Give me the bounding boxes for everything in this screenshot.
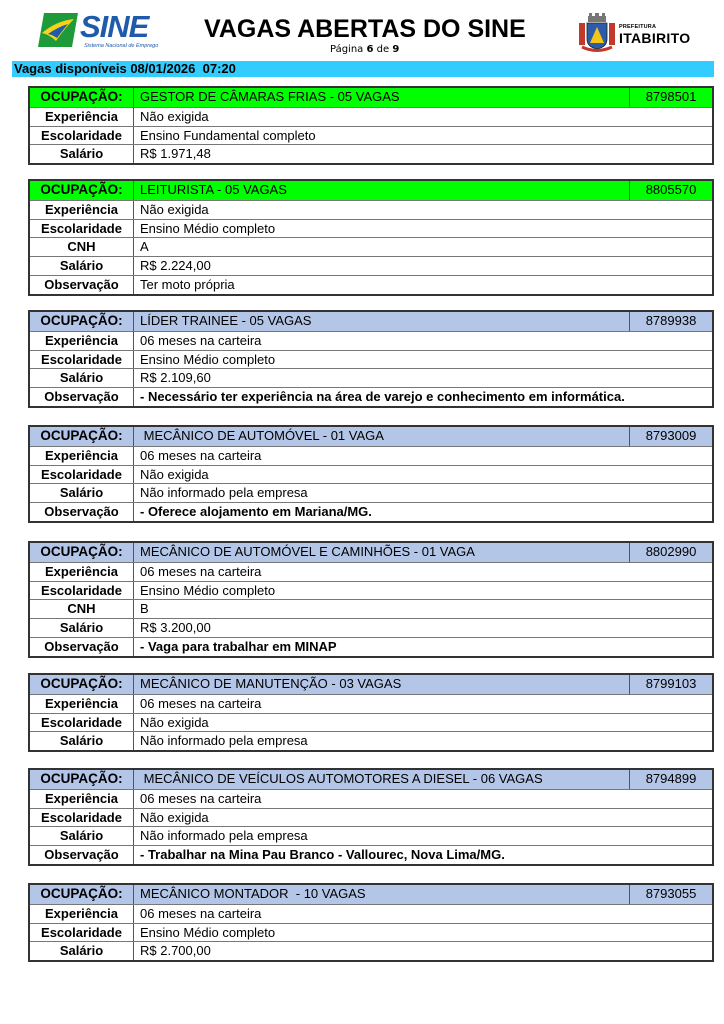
salary-label: Salário xyxy=(30,619,134,637)
salary-label: Salário xyxy=(30,732,134,750)
job-code: 8793055 xyxy=(629,885,712,904)
page-sep: de xyxy=(376,44,390,55)
observation-value: - Oferece alojamento em Mariana/MG. xyxy=(140,504,372,520)
job-header-row xyxy=(30,675,712,694)
occupation-label: OCUPAÇÃO: xyxy=(30,181,134,200)
itabirito-logo xyxy=(578,13,691,55)
coat-of-arms-icon xyxy=(578,13,616,53)
job-header-row xyxy=(30,312,712,331)
job-experience-row xyxy=(30,694,712,713)
availability-date-bar: Vagas disponíveis 08/01/2026 07:20 xyxy=(12,61,714,77)
job-title: MECÂNICO DE MANUTENÇÃO - 03 VAGAS xyxy=(140,676,402,691)
job-education-row xyxy=(30,808,712,827)
education-label: Escolaridade xyxy=(30,924,134,942)
job-salary-row xyxy=(30,731,712,750)
experience-value: 06 meses na carteira xyxy=(140,447,262,463)
sine-logo xyxy=(38,11,162,51)
job-salary-row xyxy=(30,618,712,637)
job-title: MECÂNICO DE AUTOMÓVEL - 01 VAGA xyxy=(140,428,384,443)
page-title: VAGAS ABERTAS DO SINE xyxy=(204,15,526,43)
job-salary-row xyxy=(30,144,712,163)
salary-value: Não informado pela empresa xyxy=(140,485,308,501)
salary-value: Não informado pela empresa xyxy=(140,828,308,844)
job-experience-row xyxy=(30,446,712,465)
page-indicator xyxy=(330,44,399,55)
job-table xyxy=(28,425,714,523)
education-value: Ensino Médio completo xyxy=(140,924,276,940)
job-salary-row xyxy=(30,483,712,502)
cnh-label: CNH xyxy=(30,238,134,256)
occupation-label: OCUPAÇÃO: xyxy=(30,312,134,331)
experience-value: 06 meses na carteira xyxy=(140,563,262,579)
occupation-label: OCUPAÇÃO: xyxy=(30,88,134,107)
job-education-row xyxy=(30,713,712,732)
job-observation-row xyxy=(30,845,712,864)
job-education-row xyxy=(30,923,712,942)
education-label: Escolaridade xyxy=(30,127,134,145)
education-value: Ensino Médio completo xyxy=(140,582,276,598)
experience-label: Experiência xyxy=(30,905,134,923)
observation-label: Observação xyxy=(30,388,134,406)
job-experience-row xyxy=(30,562,712,581)
salary-label: Salário xyxy=(30,369,134,387)
job-observation-row xyxy=(30,387,712,406)
sine-wordmark: SINE xyxy=(80,9,149,44)
education-value: Ensino Médio completo xyxy=(140,220,276,236)
job-table xyxy=(28,179,714,296)
job-code: 8794899 xyxy=(629,770,712,789)
salary-label: Salário xyxy=(30,942,134,960)
cnh-value: A xyxy=(140,239,149,255)
job-code: 8798501 xyxy=(629,88,712,107)
job-table xyxy=(28,86,714,165)
education-value: Não exigida xyxy=(140,714,209,730)
job-title: LÍDER TRAINEE - 05 VAGAS xyxy=(140,313,312,328)
job-title: GESTOR DE CÂMARAS FRIAS - 05 VAGAS xyxy=(140,89,400,104)
job-education-row xyxy=(30,219,712,238)
job-header-row xyxy=(30,427,712,446)
education-value: Ensino Fundamental completo xyxy=(140,127,316,143)
experience-label: Experiência xyxy=(30,790,134,808)
cnh-label: CNH xyxy=(30,600,134,618)
experience-value: 06 meses na carteira xyxy=(140,695,262,711)
page-header xyxy=(0,0,724,60)
job-title: LEITURISTA - 05 VAGAS xyxy=(140,182,287,197)
job-education-row xyxy=(30,465,712,484)
occupation-label: OCUPAÇÃO: xyxy=(30,675,134,694)
experience-value: 06 meses na carteira xyxy=(140,905,262,921)
job-header-row xyxy=(30,88,712,107)
salary-value: R$ 2.224,00 xyxy=(140,258,211,274)
job-experience-row xyxy=(30,200,712,219)
job-education-row xyxy=(30,126,712,145)
salary-value: R$ 3.200,00 xyxy=(140,620,211,636)
observation-value: - Trabalhar na Mina Pau Branco - Vallourec, Nova Lima/MG. xyxy=(140,847,505,863)
job-table xyxy=(28,768,714,866)
page-current: 6 xyxy=(366,44,374,55)
experience-label: Experiência xyxy=(30,447,134,465)
observation-label: Observação xyxy=(30,503,134,521)
education-label: Escolaridade xyxy=(30,714,134,732)
salary-label: Salário xyxy=(30,145,134,163)
job-salary-row xyxy=(30,256,712,275)
job-education-row xyxy=(30,581,712,600)
education-value: Ensino Médio completo xyxy=(140,351,276,367)
education-label: Escolaridade xyxy=(30,220,134,238)
sine-subtitle: Sistema Nacional de Emprego xyxy=(84,43,159,49)
salary-value: R$ 2.109,60 xyxy=(140,370,211,386)
job-salary-row xyxy=(30,941,712,960)
experience-label: Experiência xyxy=(30,695,134,713)
page-total: 9 xyxy=(392,44,400,55)
job-table xyxy=(28,673,714,752)
cnh-value: B xyxy=(140,601,149,617)
job-cnh-row xyxy=(30,599,712,618)
observation-value: - Necessário ter experiência na área de varejo e conhecimento em informática. xyxy=(140,389,625,405)
occupation-label: OCUPAÇÃO: xyxy=(30,770,134,789)
job-table xyxy=(28,310,714,408)
job-header-row xyxy=(30,885,712,904)
job-code: 8793009 xyxy=(629,427,712,446)
job-header-row xyxy=(30,543,712,562)
observation-label: Observação xyxy=(30,638,134,656)
salary-label: Salário xyxy=(30,484,134,502)
job-salary-row xyxy=(30,368,712,387)
job-title: MECÂNICO DE VEÍCULOS AUTOMOTORES A DIESEL - 06 VAGAS xyxy=(140,771,543,786)
job-table xyxy=(28,541,714,658)
experience-label: Experiência xyxy=(30,201,134,219)
job-observation-row xyxy=(30,275,712,294)
salary-value: Não informado pela empresa xyxy=(140,733,308,749)
education-label: Escolaridade xyxy=(30,809,134,827)
observation-label: Observação xyxy=(30,276,134,294)
experience-label: Experiência xyxy=(30,563,134,581)
salary-value: R$ 2.700,00 xyxy=(140,943,211,959)
page-prefix: Página xyxy=(330,44,364,55)
observation-label: Observação xyxy=(30,846,134,864)
education-value: Não exigida xyxy=(140,466,209,482)
job-code: 8789938 xyxy=(629,312,712,331)
job-observation-row xyxy=(30,502,712,521)
job-table xyxy=(28,883,714,962)
occupation-label: OCUPAÇÃO: xyxy=(30,885,134,904)
itabirito-label: ITABIRITO xyxy=(619,30,691,46)
brazil-flag-icon xyxy=(38,13,78,47)
job-code: 8802990 xyxy=(629,543,712,562)
observation-value: Ter moto própria xyxy=(140,276,235,292)
salary-value: R$ 1.971,48 xyxy=(140,146,211,162)
job-observation-row xyxy=(30,637,712,656)
job-code: 8805570 xyxy=(629,181,712,200)
prefeitura-label: PREFEITURA xyxy=(619,24,657,30)
observation-value: - Vaga para trabalhar em MINAP xyxy=(140,638,337,654)
job-experience-row xyxy=(30,789,712,808)
experience-value: Não exigida xyxy=(140,201,209,217)
job-header-row xyxy=(30,770,712,789)
job-education-row xyxy=(30,350,712,369)
salary-label: Salário xyxy=(30,827,134,845)
job-code: 8799103 xyxy=(629,675,712,694)
education-label: Escolaridade xyxy=(30,582,134,600)
job-cnh-row xyxy=(30,237,712,256)
job-experience-row xyxy=(30,904,712,923)
education-value: Não exigida xyxy=(140,809,209,825)
job-title: MECÂNICO MONTADOR - 10 VAGAS xyxy=(140,886,366,901)
experience-value: 06 meses na carteira xyxy=(140,332,262,348)
job-salary-row xyxy=(30,826,712,845)
education-label: Escolaridade xyxy=(30,351,134,369)
job-experience-row xyxy=(30,331,712,350)
job-header-row xyxy=(30,181,712,200)
job-title: MECÂNICO DE AUTOMÓVEL E CAMINHÕES - 01 VAGA xyxy=(140,544,475,559)
experience-label: Experiência xyxy=(30,332,134,350)
education-label: Escolaridade xyxy=(30,466,134,484)
occupation-label: OCUPAÇÃO: xyxy=(30,543,134,562)
job-experience-row xyxy=(30,107,712,126)
salary-label: Salário xyxy=(30,257,134,275)
experience-label: Experiência xyxy=(30,108,134,126)
experience-value: Não exigida xyxy=(140,108,209,124)
experience-value: 06 meses na carteira xyxy=(140,790,262,806)
occupation-label: OCUPAÇÃO: xyxy=(30,427,134,446)
